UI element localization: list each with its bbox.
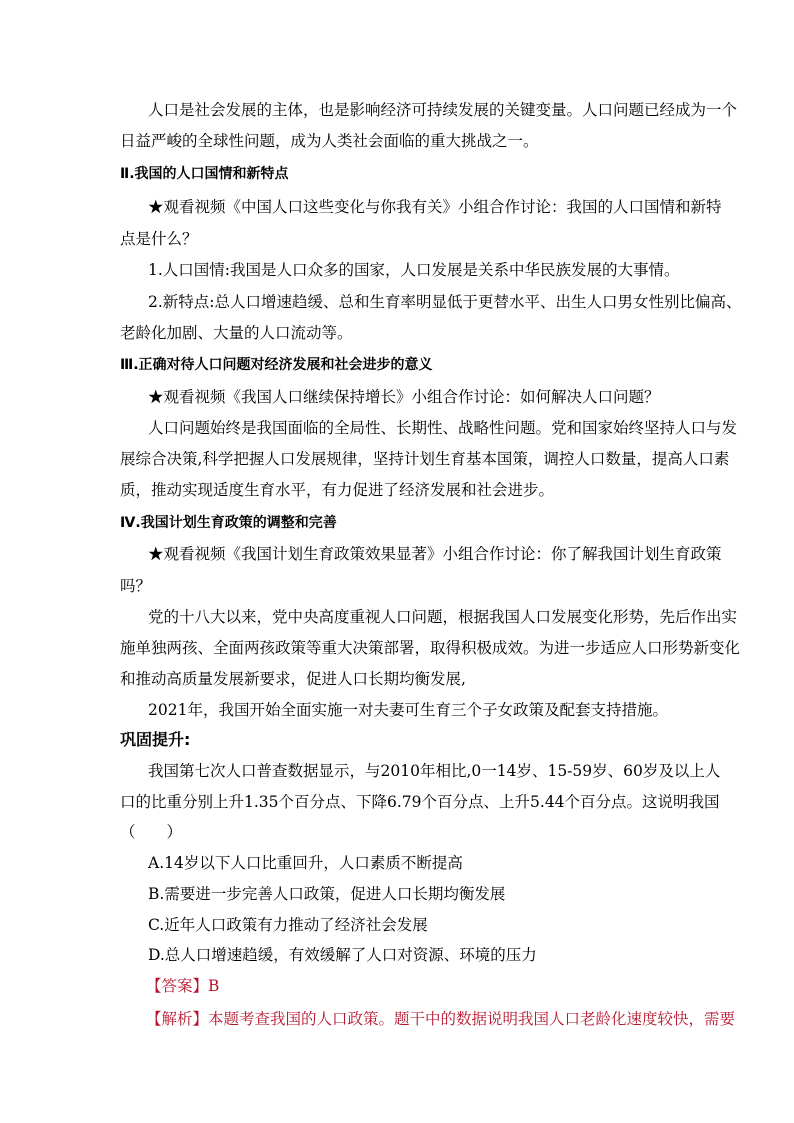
sec2-item-2-line-2: 老龄化加剧、大量的人口流动等。 [120, 324, 353, 342]
option-a: A.14岁以下人口比重回升，人口素质不断提高 [148, 854, 463, 872]
question-line-1: 我国第七次人口普查数据显示，与2010年相比,0一14岁、15-59岁、60岁及以上人 [148, 762, 721, 780]
sec3-para-line-2: 展综合决策,科学把握人口发展规律，坚持计划生育基本国策，调控人口数量，提高人口素 [120, 450, 730, 468]
question-line-2: 口的比重分别上升1.35个百分点、下降6.79个百分点、上升5.44个百分点。这说明我国 [120, 793, 720, 811]
sec3-para-line-3: 质，推动实现适度生育水平，有力促进了经济发展和社会进步。 [120, 481, 555, 499]
intro-line-1: 人口是社会发展的主体，也是影响经济可持续发展的关键变量。人口问题已经成为一个 [148, 101, 738, 119]
answer-label: 【答案】B [146, 977, 220, 995]
sec2-video-line-2: 点是什么？ [120, 230, 198, 248]
sec4-para-2: 2021年，我国开始全面实施一对夫妻可生育三个子女政策及配套支持措施。 [148, 701, 668, 719]
sec3-para-line-1: 人口问题始终是我国面临的全局性、长期性、战略性问题。党和国家始终坚持人口与发 [148, 419, 738, 437]
intro-line-2: 日益严峻的全球性问题，成为人类社会面临的重大挑战之一。 [120, 132, 539, 150]
sec4-para-line-3: 和推动高质量发展新要求，促进人口长期均衡发展, [120, 670, 466, 688]
sec2-video-line-1: ★观看视频《中国人口这些变化与你我有关》小组合作讨论：我国的人口国情和新特 [148, 198, 722, 216]
analysis-line: 【解析】本题考查我国的人口政策。题干中的数据说明我国人口老龄化速度较快，需要 [146, 1010, 736, 1028]
question-blank: （ ） [120, 823, 183, 841]
section-4-heading: Ⅳ.我国计划生育政策的调整和完善 [120, 515, 337, 531]
sec4-video-line-1: ★观看视频《我国计划生育政策效果显著》小组合作讨论：你了解我国计划生育政策 [148, 545, 722, 563]
sec4-para-line-1: 党的十八大以来，党中央高度重视人口问题，根据我国人口发展变化形势，先后作出实 [148, 608, 738, 626]
option-c: C.近年人口政策有力推动了经济社会发展 [148, 916, 428, 934]
sec4-video-line-2: 吗？ [120, 577, 152, 595]
section-2-heading: Ⅱ.我国的人口国情和新特点 [120, 166, 289, 182]
option-b: B.需要进一步完善人口政策，促进人口长期均衡发展 [148, 885, 506, 903]
section-3-heading: Ⅲ.正确对待人口问题对经济发展和社会进步的意义 [120, 357, 433, 373]
sec3-video: ★观看视频《我国人口继续保持增长》小组合作讨论：如何解决人口问题？ [148, 388, 660, 406]
sec4-para-line-2: 施单独两孩、全面两孩政策等重大决策部署，取得积极成效。为进一步适应人口形势新变化 [120, 639, 741, 657]
consolidate-heading: 巩固提升: [120, 730, 191, 749]
sec2-item-1: 1.人口国情:我国是人口众多的国家，人口发展是关系中华民族发展的大事情。 [148, 261, 680, 279]
sec2-item-2-line-1: 2.新特点:总人口增速趋缓、总和生育率明显低于更替水平、出生人口男女性别比偏高、 [148, 293, 742, 311]
option-d: D.总人口增速趋缓，有效缓解了人口对资源、环境的压力 [148, 946, 537, 964]
